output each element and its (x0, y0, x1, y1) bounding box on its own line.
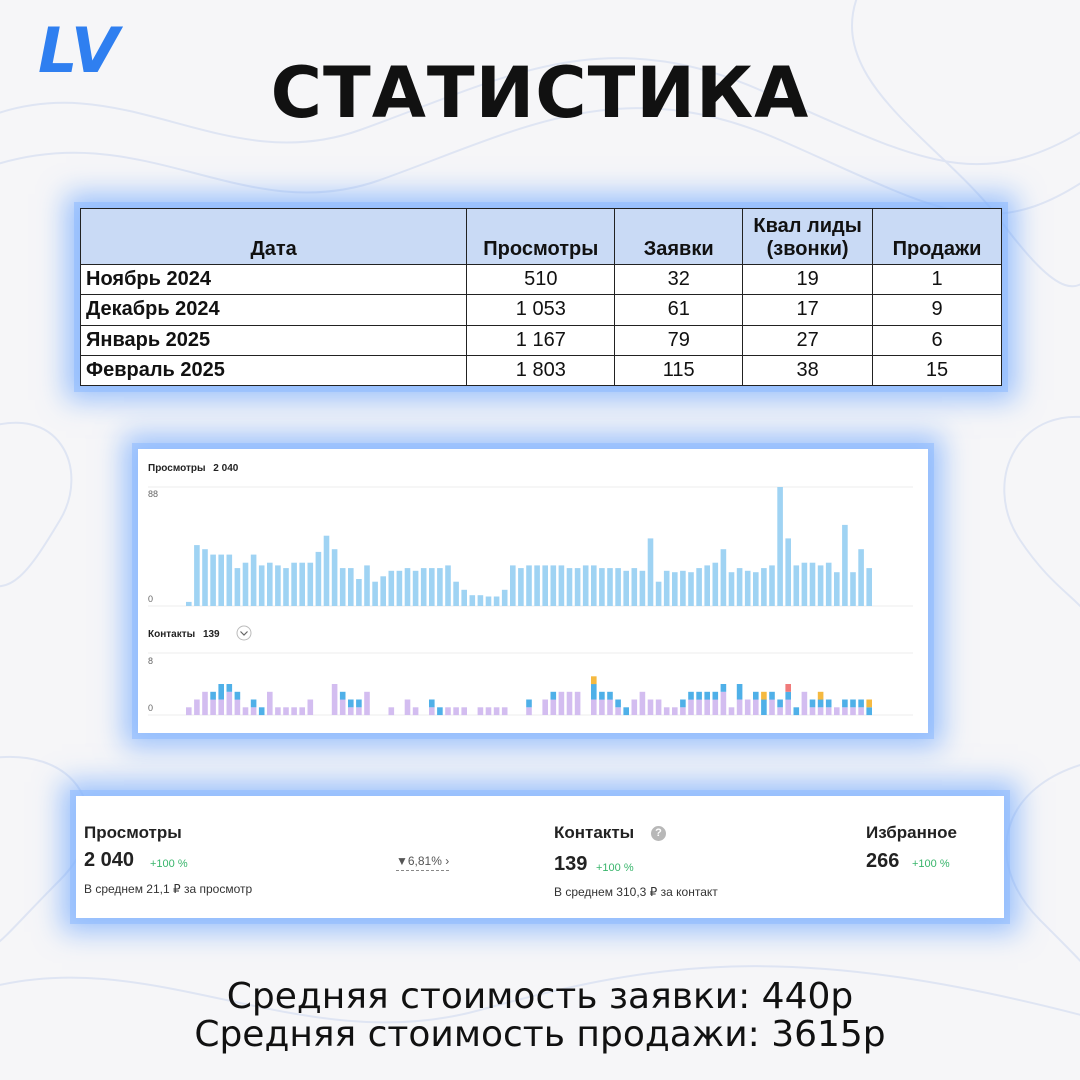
cell-sales: 1 (873, 265, 1002, 295)
cell-leads: 38 (743, 355, 873, 385)
contacts-bar-segment (356, 707, 362, 715)
contacts-bar-segment (632, 700, 638, 716)
views-bar (461, 590, 467, 606)
views-bar (186, 602, 192, 606)
views-bar (299, 563, 305, 606)
contacts-bar-segment (842, 707, 848, 715)
svg-text:Контакты 139 (148, 629, 220, 640)
cell-date: Декабрь 2024 (81, 295, 467, 325)
views-chart-title: Просмотры (148, 463, 206, 474)
views-bar (567, 568, 573, 606)
contacts-bar-segment (453, 707, 459, 715)
contacts-bar-segment (251, 707, 257, 715)
views-bar (534, 565, 540, 606)
contacts-value: 139 (554, 853, 588, 875)
views-bar (486, 597, 492, 607)
views-chart-total: 2 040 (213, 463, 239, 474)
views-bar (267, 563, 273, 606)
col-header-requests: Заявки (615, 209, 743, 265)
cell-views: 510 (467, 265, 615, 295)
views-bar (324, 536, 330, 606)
contacts-dropdown-icon[interactable] (237, 626, 251, 640)
contacts-bar-segment (478, 707, 484, 715)
views-bar (769, 565, 775, 606)
contacts-bar-segment (850, 700, 856, 708)
contacts-bar-segment (551, 692, 557, 700)
views-bar (842, 525, 848, 606)
contacts-bar-segment (818, 700, 824, 708)
views-bar (364, 565, 370, 606)
contacts-bar-segment (785, 700, 791, 716)
views-bar (559, 565, 565, 606)
views-bar (437, 568, 443, 606)
contacts-bar-segment (810, 700, 816, 708)
svg-text:Просмотры 2 040 (148, 463, 239, 474)
contacts-bar-segment (389, 707, 395, 715)
contacts-bar-segment (680, 707, 686, 715)
contacts-bar-segment (866, 707, 872, 715)
contacts-bar-segment (210, 700, 216, 716)
contacts-bar-segment (542, 700, 548, 716)
contacts-chart-title: Контакты (148, 629, 196, 640)
contacts-bar-segment (202, 692, 208, 715)
cell-date: Ноябрь 2024 (81, 265, 467, 295)
views-bar (696, 568, 702, 606)
cell-views: 1 167 (467, 325, 615, 355)
contacts-bar-segment (656, 700, 662, 716)
contacts-bar-segment (599, 700, 605, 716)
contacts-bar-segment (818, 707, 824, 715)
views-bar (308, 563, 314, 606)
contacts-bar-segment (713, 692, 719, 700)
contacts-bar-segment (526, 707, 532, 715)
views-bar (794, 565, 800, 606)
favorites-value: 266 (866, 850, 900, 872)
views-bar (291, 563, 297, 606)
contacts-bar-segment (688, 700, 694, 716)
col-header-sales: Продажи (873, 209, 1002, 265)
contacts-bar-segment (437, 707, 443, 715)
contacts-bar-segment (696, 692, 702, 700)
contacts-bar-segment (729, 707, 735, 715)
views-bar (826, 563, 832, 606)
views-bar (340, 568, 346, 606)
contacts-bar-segment (850, 707, 856, 715)
views-bar (283, 568, 289, 606)
contacts-bar-segment (688, 692, 694, 700)
contacts-bar-segment (429, 707, 435, 715)
views-bar (648, 538, 654, 606)
contacts-bar-segment (704, 692, 710, 700)
views-bar (551, 565, 557, 606)
views-bar (599, 568, 605, 606)
contacts-bar-segment (413, 707, 419, 715)
contacts-bar-segment (445, 707, 451, 715)
views-bar (380, 576, 386, 606)
contacts-bar-segment (664, 707, 670, 715)
charts-svg (138, 449, 928, 733)
contacts-bar-segment (607, 692, 613, 700)
charts-card (138, 449, 928, 733)
cell-sales: 15 (873, 355, 1002, 385)
contacts-bar-segment (405, 700, 411, 716)
views-bar (397, 571, 403, 606)
cell-leads: 19 (743, 265, 873, 295)
views-bar (632, 568, 638, 606)
contacts-bar-segment (567, 692, 573, 715)
contacts-bar-segment (194, 700, 200, 716)
contacts-bar-segment (607, 700, 613, 716)
contacts-bar-segment (227, 684, 233, 692)
cell-requests: 32 (615, 265, 743, 295)
contacts-bar-segment (559, 692, 565, 715)
contacts-bar-segment (218, 684, 224, 700)
views-bar (218, 555, 224, 606)
views-bar (389, 571, 395, 606)
views-bar (332, 549, 338, 606)
cell-views: 1 803 (467, 355, 615, 385)
cell-leads: 27 (743, 325, 873, 355)
contacts-bar-segment (502, 707, 508, 715)
views-bar (251, 555, 257, 606)
contacts-bar-segment (721, 692, 727, 715)
stats-table-card (80, 208, 1002, 386)
views-bar (810, 563, 816, 606)
contacts-help-icon[interactable]: ? (651, 826, 666, 841)
contacts-bar-segment (713, 700, 719, 716)
contacts-average: В среднем 310,3 ₽ за контакт (554, 885, 718, 899)
contacts-bar-segment (591, 676, 597, 684)
views-bar (510, 565, 516, 606)
contacts-bar-segment (332, 684, 338, 715)
contacts-bar-segment (672, 707, 678, 715)
views-bar (494, 597, 500, 607)
views-bar (210, 555, 216, 606)
table-row (81, 295, 1002, 325)
views-value: 2 040 (84, 849, 135, 871)
contacts-bar-segment (461, 707, 467, 715)
contacts-bar-segment (551, 700, 557, 716)
views-bar (445, 565, 451, 606)
contacts-bar-segment (826, 707, 832, 715)
views-bar (607, 568, 613, 606)
contacts-bar-segment (348, 707, 354, 715)
contacts-bar-segment (210, 692, 216, 700)
contacts-bar-segment (340, 700, 346, 716)
contacts-bar-segment (818, 692, 824, 700)
footer-avg-request-cost: Средняя стоимость заявки: 440р (226, 976, 854, 1017)
views-bar (526, 565, 532, 606)
views-bar (243, 563, 249, 606)
contacts-bar-segment (737, 700, 743, 716)
contacts-bar-segment (866, 700, 872, 708)
contacts-bar-segment (575, 692, 581, 715)
brand-logo: LV (38, 14, 121, 87)
views-bar (802, 563, 808, 606)
views-bar (518, 568, 524, 606)
contacts-bar-segment (429, 700, 435, 708)
views-bar (672, 572, 678, 606)
table-row (81, 265, 1002, 295)
views-bar (704, 565, 710, 606)
contacts-bar-segment (648, 700, 654, 716)
cell-sales: 9 (873, 295, 1002, 325)
footer-avg-sale-cost: Средняя стоимость продажи: 3615р (194, 1014, 886, 1055)
contacts-bar-segment (486, 707, 492, 715)
views-bar (542, 565, 548, 606)
contacts-bar-segment (186, 707, 192, 715)
views-bar (713, 563, 719, 606)
contacts-bar-segment (615, 700, 621, 708)
cell-requests: 79 (615, 325, 743, 355)
contacts-bar-segment (259, 707, 265, 715)
contacts-y-tick-zero: 0 (148, 703, 154, 713)
contacts-bar-segment (299, 707, 305, 715)
cell-requests: 115 (615, 355, 743, 385)
views-bar (721, 549, 727, 606)
table-row (81, 325, 1002, 355)
contacts-bar-segment (591, 700, 597, 716)
stats-table (80, 208, 1002, 386)
contacts-bar-segment (308, 700, 314, 716)
contacts-bar-segment (615, 707, 621, 715)
views-bar (753, 572, 759, 606)
contacts-bar-segment (243, 707, 249, 715)
contacts-label: Контакты (554, 823, 635, 842)
contacts-bar-segment (794, 707, 800, 715)
contacts-bar-segment (761, 692, 767, 700)
contacts-bar-segment (591, 684, 597, 700)
views-bar (275, 565, 281, 606)
contacts-bar-segment (721, 684, 727, 692)
conversion-link[interactable]: ▼6,81% › (396, 854, 449, 871)
views-y-tick-zero: 0 (148, 594, 154, 604)
contacts-bar-segment (275, 707, 281, 715)
contacts-bar-segment (745, 700, 751, 716)
summary-card (76, 796, 1004, 918)
views-bar (729, 572, 735, 606)
contacts-bar-segment (356, 700, 362, 708)
table-row (81, 355, 1002, 385)
contacts-bar-segment (802, 692, 808, 715)
contacts-chart-total: 139 (202, 629, 220, 640)
contacts-bar-segment (267, 692, 273, 715)
contacts-bar-segment (227, 692, 233, 715)
contacts-bar-segment (777, 700, 783, 708)
views-bar (623, 571, 629, 606)
views-bar (259, 565, 265, 606)
contacts-bar-segment (599, 692, 605, 700)
views-bar (858, 549, 864, 606)
views-bar (688, 572, 694, 606)
favorites-label: Избранное (866, 823, 957, 842)
contacts-bar-segment (753, 700, 759, 716)
views-bar (583, 565, 589, 606)
views-bar (356, 579, 362, 606)
contacts-bar-segment (235, 692, 241, 700)
contacts-bar-segment (526, 700, 532, 708)
contacts-bar-segment (340, 692, 346, 700)
views-bar (615, 568, 621, 606)
contacts-bar-segment (753, 692, 759, 700)
views-bar (502, 590, 508, 606)
col-header-leads: Квал лиды (звонки) (743, 209, 873, 265)
views-bar (413, 571, 419, 606)
views-bar (421, 568, 427, 606)
contacts-bar-segment (680, 700, 686, 708)
cell-leads: 17 (743, 295, 873, 325)
views-bar (850, 572, 856, 606)
contacts-bar-segment (251, 700, 257, 708)
contacts-bar-segment (364, 692, 370, 715)
views-bar (478, 595, 484, 606)
col-header-views: Просмотры (467, 209, 615, 265)
views-bar (866, 568, 872, 606)
contacts-bar-segment (785, 692, 791, 700)
contacts-bar-segment (696, 700, 702, 716)
views-bar (680, 571, 686, 606)
views-bar (640, 571, 646, 606)
contacts-bar-segment (218, 700, 224, 716)
views-bar (235, 568, 241, 606)
contacts-bar-segment (235, 700, 241, 716)
views-bar (777, 487, 783, 606)
views-bar (316, 552, 322, 606)
views-bar (591, 565, 597, 606)
views-bar (453, 582, 459, 606)
contacts-bar-segment (769, 692, 775, 700)
views-bar (372, 582, 378, 606)
views-bar (745, 571, 751, 606)
views-y-tick-max: 88 (148, 489, 159, 499)
cell-date: Февраль 2025 (81, 355, 467, 385)
contacts-bar-segment (640, 692, 646, 715)
contacts-y-tick-max: 8 (148, 656, 154, 666)
contacts-bar-segment (777, 707, 783, 715)
contacts-bar-segment (842, 700, 848, 708)
col-header-date: Дата (81, 209, 467, 265)
contacts-bar-segment (283, 707, 289, 715)
views-bar (202, 549, 208, 606)
views-average: В среднем 21,1 ₽ за просмотр (84, 882, 253, 896)
contacts-bar-segment (858, 700, 864, 708)
views-bar (429, 568, 435, 606)
contacts-bar-segment (348, 700, 354, 708)
contacts-bar-segment (623, 707, 629, 715)
contacts-bar-segment (494, 707, 500, 715)
cell-views: 1 053 (467, 295, 615, 325)
cell-date: Январь 2025 (81, 325, 467, 355)
contacts-delta: +100 % (596, 862, 634, 874)
views-label: Просмотры (84, 823, 182, 842)
contacts-bar-segment (704, 700, 710, 716)
contacts-bar-segment (785, 684, 791, 692)
contacts-bar-segment (737, 684, 743, 700)
contacts-bar-segment (810, 707, 816, 715)
views-bar (818, 565, 824, 606)
contacts-bar-segment (291, 707, 297, 715)
contacts-bar-segment (769, 700, 775, 716)
favorites-delta: +100 % (912, 858, 950, 870)
views-bar (761, 568, 767, 606)
contacts-bar-segment (761, 700, 767, 716)
views-bar (834, 572, 840, 606)
views-delta: +100 % (150, 858, 188, 870)
cell-sales: 6 (873, 325, 1002, 355)
views-bar (575, 568, 581, 606)
views-bar (227, 555, 233, 606)
views-bar (405, 568, 411, 606)
cell-requests: 61 (615, 295, 743, 325)
page-title: СТАТИСТИКА (270, 52, 810, 134)
views-bar (348, 568, 354, 606)
views-bar (785, 538, 791, 606)
contacts-bar-segment (858, 707, 864, 715)
views-bar (737, 568, 743, 606)
views-bar (656, 582, 662, 606)
views-bar (664, 571, 670, 606)
contacts-bar-segment (826, 700, 832, 708)
views-bar (194, 545, 200, 606)
views-bar (470, 595, 476, 606)
contacts-bar-segment (834, 707, 840, 715)
